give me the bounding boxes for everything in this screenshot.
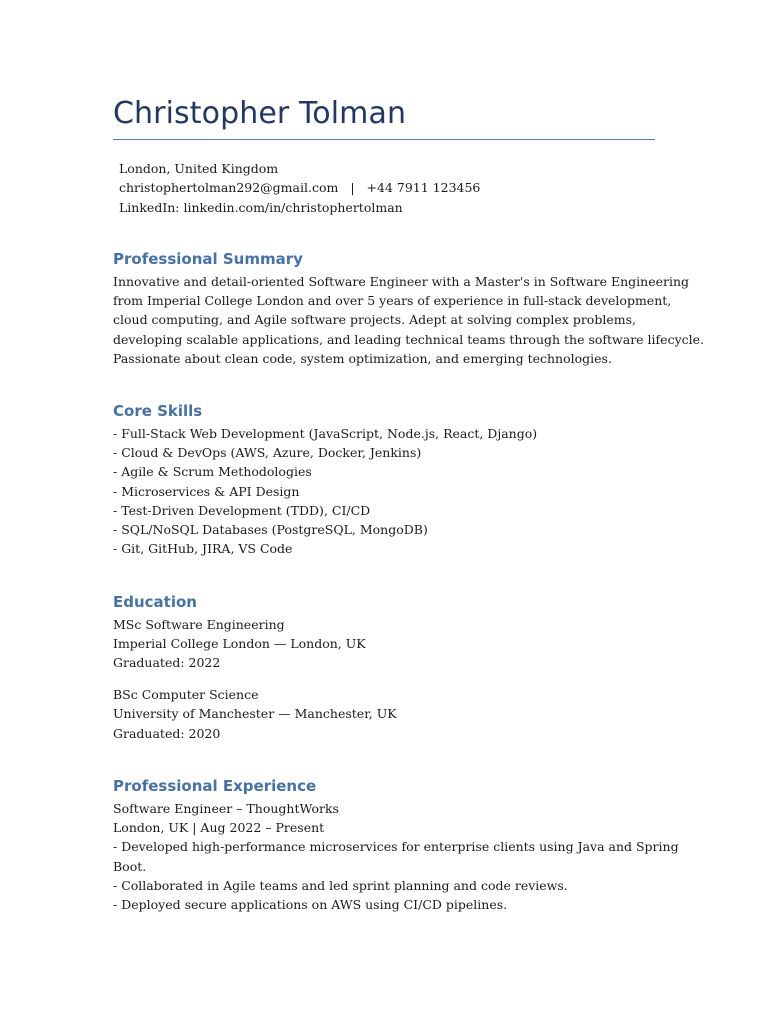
candidate-name: Christopher Tolman (113, 96, 407, 131)
education-entry (113, 615, 661, 673)
skill-item: - Test-Driven Development (TDD), CI/CD (113, 502, 371, 518)
summary-line: from Imperial College London and over 5 years of experience in full-stack development, (113, 293, 672, 309)
header-divider (113, 139, 655, 140)
email-phone-line (119, 178, 480, 197)
skill-item: - Agile & Scrum Methodologies (113, 464, 312, 480)
job-bullet: - Developed high-performance microservices for enterprise clients using Java and Spring (113, 839, 679, 855)
school-text: University of Manchester — Manchester, UK (113, 706, 397, 722)
education-list (113, 615, 661, 755)
job-bullet-continuation: Boot. (113, 858, 147, 874)
phone-text: +44 7911 123456 (366, 180, 481, 196)
skill-item: - Git, GitHub, JIRA, VS Code (113, 541, 293, 557)
summary-line: cloud computing, and Agile software projects. Adept at solving complex problems, (113, 312, 636, 328)
degree-text: BSc Computer Science (113, 687, 259, 703)
contact-info (119, 159, 480, 217)
school-text: Imperial College London — London, UK (113, 636, 366, 652)
degree-text: MSc Software Engineering (113, 617, 285, 632)
summary-heading: Professional Summary (113, 250, 303, 268)
skill-item: - SQL/NoSQL Databases (PostgreSQL, MongoDB) (113, 522, 428, 538)
skill-item: - Cloud & DevOps (AWS, Azure, Docker, Jenkins) (113, 445, 422, 461)
experience-heading: Professional Experience (113, 777, 317, 795)
experience-entry (113, 799, 679, 914)
education-heading: Education (113, 593, 197, 611)
summary-line: Innovative and detail-oriented Software Engineer with a Master's in Software Engineering (113, 274, 690, 289)
job-role: Software Engineer – ThoughtWorks (113, 801, 339, 816)
summary-line: Passionate about clean code, system optimization, and emerging technologies. (113, 350, 612, 366)
location-text: London, United Kingdom (119, 161, 279, 176)
job-bullet: - Deployed secure applications on AWS using CI/CD pipelines. (113, 897, 508, 913)
skill-item: - Full-Stack Web Development (JavaScript, Node.js, React, Django) (113, 426, 538, 441)
skills-heading: Core Skills (113, 402, 203, 420)
job-bullet: - Collaborated in Agile teams and led sprint planning and code reviews. (113, 877, 568, 893)
graduation-date: Graduated: 2022 (113, 655, 221, 671)
summary-line: developing scalable applications, and leading technical teams through the software lifecycle. (113, 331, 705, 347)
summary-paragraph (113, 272, 705, 368)
graduation-date: Graduated: 2020 (113, 725, 221, 741)
contact-separator: | (350, 180, 355, 196)
skill-item: - Microservices & API Design (113, 483, 300, 499)
email-link[interactable]: christophertolman292@gmail.com (119, 180, 339, 196)
education-entry (113, 685, 661, 743)
linkedin-link[interactable]: LinkedIn: linkedin.com/in/christophertolman (119, 199, 403, 215)
skills-list (113, 424, 661, 558)
job-meta: London, UK | Aug 2022 – Present (113, 820, 325, 836)
